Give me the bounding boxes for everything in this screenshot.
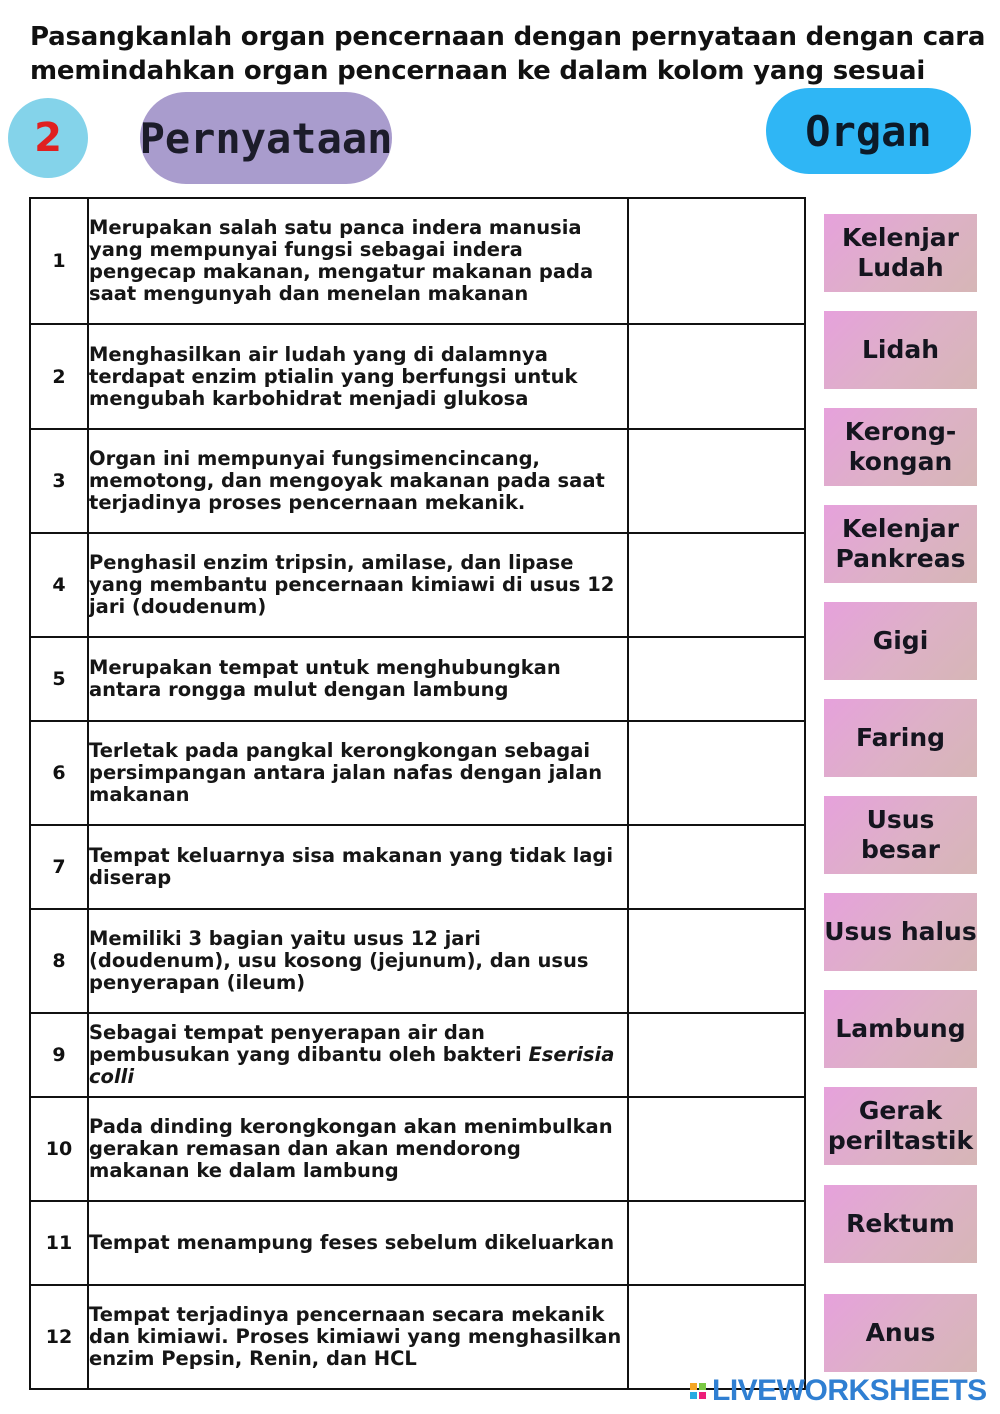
organ-card-label [856, 723, 945, 753]
statement-row [30, 909, 805, 1013]
answer-drop-zone[interactable] [628, 429, 805, 533]
organ-label-line-1: Usus besar [861, 805, 940, 864]
statement-number: 2 [30, 324, 88, 429]
statement-text [88, 198, 628, 324]
organ-card-label [824, 805, 977, 865]
statement-text-main: Merupakan salah satu panca indera manusia yang mempunyai fungsi sebagai indera pengecap makanan, mengatur makanan pada saat mengunyah dan menelan makanan [89, 216, 594, 305]
organ-card-label [846, 1209, 955, 1239]
organ-label-line-2: periltastik [827, 1126, 974, 1155]
statement-text [88, 1201, 628, 1285]
answer-drop-zone[interactable] [628, 533, 805, 637]
statement-text-main: Terletak pada pangkal kerongkongan sebagai persimpangan antara jalan nafas dengan jalan makanan [89, 739, 603, 806]
organ-label-line-2: kongan [848, 447, 953, 476]
statement-number: 6 [30, 721, 88, 825]
statement-text-main: Merupakan tempat untuk menghubungkan antara rongga mulut dengan lambung [89, 656, 561, 701]
answer-drop-zone[interactable] [628, 825, 805, 909]
statement-number: 9 [30, 1013, 88, 1097]
answer-drop-zone[interactable] [628, 324, 805, 429]
statement-text-main: Memiliki 3 bagian yaitu usus 12 jari (doudenum), usu kosong (jejunum), dan usus penyerapan (ileum) [89, 927, 589, 994]
statement-row [30, 1013, 805, 1097]
statement-text [88, 1013, 628, 1097]
organ-label-line-1: Kelenjar [842, 514, 959, 543]
instruction-text [30, 20, 986, 88]
organ-card-label [836, 514, 966, 574]
organ-card[interactable] [824, 602, 977, 680]
organ-label-line-1: Anus [865, 1318, 936, 1347]
organ-label-line-2: Pankreas [835, 544, 966, 573]
organ-label-line-1: Gerak [858, 1096, 943, 1125]
statement-text-main: Tempat terjadinya pencernaan secara mekanik dan kimiawi. Proses kimiawi yang menghasilkan enzim Pepsin, Renin, dan HCL [89, 1303, 622, 1370]
organ-card-label [845, 417, 956, 477]
statement-text [88, 429, 628, 533]
organ-card[interactable] [824, 1087, 977, 1165]
statement-number: 7 [30, 825, 88, 909]
exercise-number-badge: 2 [8, 98, 88, 178]
liveworksheets-logo [690, 1376, 987, 1406]
organ-card[interactable] [824, 699, 977, 777]
statement-table [29, 197, 806, 1390]
statement-text [88, 1097, 628, 1201]
logo-text: LIVEWORKSHEETS [712, 1374, 987, 1407]
logo-mark-icon [690, 1383, 706, 1399]
answer-drop-zone[interactable] [628, 637, 805, 721]
statement-text-main: Penghasil enzim tripsin, amilase, dan lipase yang membantu pencernaan kimiawi di usus 12 jari (doudenum) [89, 551, 615, 618]
statement-row [30, 1097, 805, 1201]
statement-number: 12 [30, 1285, 88, 1389]
statement-row [30, 1201, 805, 1285]
statement-text-main: Organ ini mempunyai fungsimencincang, memotong, dan mengoyak makanan pada saat terjadinya proses pencernaan mekanik. [89, 447, 605, 514]
organ-card-label [873, 626, 929, 656]
organ-header: Organ [766, 88, 971, 174]
answer-drop-zone[interactable] [628, 198, 805, 324]
organ-card[interactable] [824, 408, 977, 486]
statement-text [88, 909, 628, 1013]
statement-text-italic: Eserisia colli [89, 1043, 615, 1088]
pernyataan-header: Pernyataan [140, 92, 392, 184]
organ-card[interactable] [824, 505, 977, 583]
organ-card-label [835, 1014, 965, 1044]
statement-number: 3 [30, 429, 88, 533]
statement-text-main: Tempat menampung feses sebelum dikeluarkan [89, 1231, 615, 1254]
statement-row [30, 533, 805, 637]
organ-card[interactable] [824, 1294, 977, 1372]
instruction-line-2: memindahkan organ pencernaan ke dalam kolom yang sesuai [30, 56, 926, 86]
organ-label-line-1: Usus halus [824, 917, 977, 946]
organ-card[interactable] [824, 893, 977, 971]
statement-text-main: Sebagai tempat penyerapan air dan pembusukan yang dibantu oleh bakteri [89, 1021, 529, 1066]
statement-text [88, 324, 628, 429]
statement-text [88, 1285, 628, 1389]
statement-row [30, 825, 805, 909]
organ-card-label [828, 1096, 973, 1156]
statement-number: 10 [30, 1097, 88, 1201]
statement-number: 11 [30, 1201, 88, 1285]
answer-drop-zone[interactable] [628, 1013, 805, 1097]
statement-number: 1 [30, 198, 88, 324]
organ-label-line-1: Rektum [846, 1209, 955, 1238]
organ-card-label [862, 335, 939, 365]
answer-drop-zone[interactable] [628, 721, 805, 825]
answer-drop-zone[interactable] [628, 1201, 805, 1285]
answer-drop-zone[interactable] [628, 1097, 805, 1201]
statement-text-main: Menghasilkan air ludah yang di dalamnya terdapat enzim ptialin yang berfungsi untuk mengubah karbohidrat menjadi glukosa [89, 342, 578, 410]
organ-card[interactable] [824, 990, 977, 1068]
statement-text [88, 721, 628, 825]
statement-text [88, 533, 628, 637]
organ-card[interactable] [824, 311, 977, 389]
statement-number: 8 [30, 909, 88, 1013]
organ-label-line-1: Kerong- [844, 417, 957, 446]
organ-label-line-1: Lambung [835, 1014, 966, 1043]
organ-label-line-1: Kelenjar [842, 223, 959, 252]
statement-row [30, 324, 805, 429]
statement-text-main: Pada dinding kerongkongan akan menimbulkan gerakan remasan dan akan mendorong makanan ke dalam lambung [89, 1115, 613, 1182]
statement-row [30, 198, 805, 324]
statement-number: 5 [30, 637, 88, 721]
statement-text [88, 637, 628, 721]
statement-number: 4 [30, 533, 88, 637]
organ-label-line-2: Ludah [857, 253, 944, 282]
statement-text [88, 825, 628, 909]
organ-card[interactable] [824, 214, 977, 292]
organ-card-label [824, 917, 976, 947]
answer-drop-zone[interactable] [628, 909, 805, 1013]
instruction-line-1: Pasangkanlah organ pencernaan dengan pernyataan dengan cara [30, 22, 986, 52]
organ-label-line-1: Faring [855, 723, 946, 752]
statement-text-main: Tempat keluarnya sisa makanan yang tidak lagi diserap [89, 844, 614, 889]
statement-row [30, 429, 805, 533]
organ-label-line-1: Gigi [872, 626, 929, 655]
organ-card[interactable] [824, 1185, 977, 1263]
statement-row [30, 637, 805, 721]
statement-row [30, 721, 805, 825]
organ-card-label [866, 1318, 936, 1348]
organ-label-line-1: Lidah [861, 335, 940, 364]
statement-row [30, 1285, 805, 1389]
organ-card-label [842, 223, 959, 283]
organ-card[interactable] [824, 796, 977, 874]
